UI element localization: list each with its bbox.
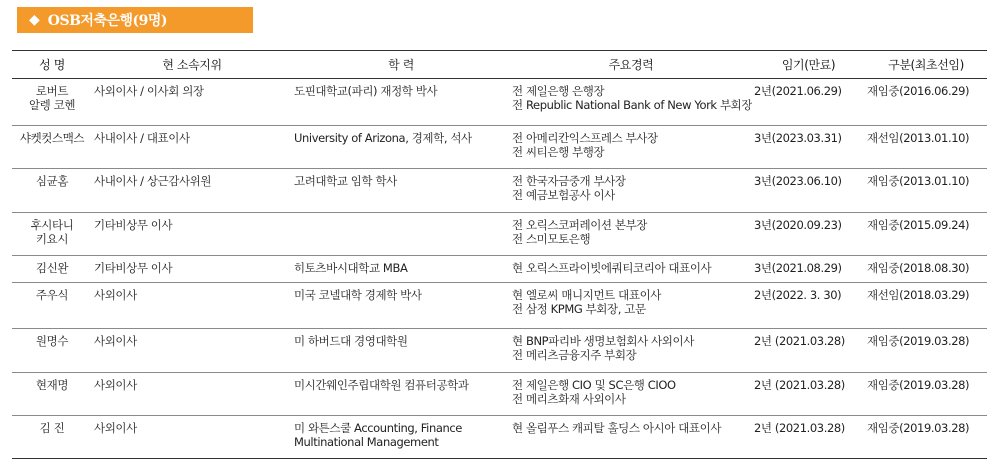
member-career bbox=[510, 256, 752, 283]
member-position: 사외이사 bbox=[92, 373, 292, 416]
member-name bbox=[12, 126, 92, 169]
member-name bbox=[12, 416, 92, 459]
member-type: 재선임(2018.03.29) bbox=[865, 283, 987, 329]
member-name bbox=[12, 373, 92, 416]
education-line: 미 하버드대 경영대학원 bbox=[294, 334, 408, 348]
career-line: 전 오릭스코퍼레이션 본부장 bbox=[512, 218, 648, 232]
member-education bbox=[292, 416, 510, 459]
column-header-education: 학 력 bbox=[292, 51, 510, 79]
member-career bbox=[510, 79, 752, 126]
career-line: 전 메리츠화재 사외이사 bbox=[512, 392, 626, 406]
member-term: 3년(2021.08.29) bbox=[752, 256, 865, 283]
career-line: 전 예금보험공사 이사 bbox=[512, 188, 615, 202]
member-type: 재임중(2013.01.10) bbox=[865, 169, 987, 213]
education-line: 히토츠바시대학교 MBA bbox=[294, 261, 408, 275]
education-line: 미 와튼스쿨 Accounting, Finance bbox=[294, 421, 462, 435]
member-term: 2년(2021.06.29) bbox=[752, 79, 865, 126]
table-header-row bbox=[12, 51, 987, 79]
member-type: 재임중(2019.03.28) bbox=[865, 373, 987, 416]
education-line: 미국 코넬대학 경제학 박사 bbox=[294, 288, 422, 302]
career-line: 현 BNP파리바 생명보험회사 사외이사 bbox=[512, 334, 694, 348]
member-position: 사내이사 / 상근감사위원 bbox=[92, 169, 292, 213]
member-position: 사외이사 bbox=[92, 329, 292, 373]
education-line: 미시간웨인주립대학원 컴퓨터공학과 bbox=[294, 378, 469, 392]
member-career bbox=[510, 169, 752, 213]
table-row bbox=[12, 329, 987, 373]
member-term: 3년(2020.09.23) bbox=[752, 213, 865, 256]
table-row bbox=[12, 79, 987, 126]
member-education bbox=[292, 373, 510, 416]
member-education bbox=[292, 169, 510, 213]
member-career bbox=[510, 416, 752, 459]
member-position: 기타비상무 이사 bbox=[92, 256, 292, 283]
member-name bbox=[12, 329, 92, 373]
career-line: 전 제일은행 은행장 bbox=[512, 84, 605, 98]
member-term: 3년(2023.03.31) bbox=[752, 126, 865, 169]
column-header-type: 구분(최초선임) bbox=[865, 51, 987, 79]
table-row bbox=[12, 373, 987, 416]
member-name bbox=[12, 283, 92, 329]
career-line: 전 제일은행 CIO 및 SC은행 CIOO bbox=[512, 378, 676, 392]
member-education bbox=[292, 213, 510, 256]
education-line: 도핀대학교(파리) 재정학 박사 bbox=[294, 84, 438, 98]
member-term: 2년 (2021.03.28) bbox=[752, 373, 865, 416]
name-line: 로버트 bbox=[35, 84, 69, 98]
name-line: 심균홈 bbox=[35, 174, 69, 188]
education-line: Multinational Management bbox=[294, 435, 439, 449]
section-title-bar bbox=[17, 7, 253, 33]
member-term: 3년(2023.06.10) bbox=[752, 169, 865, 213]
column-header-position: 현 소속지위 bbox=[92, 51, 292, 79]
member-type: 재임중(2019.03.28) bbox=[865, 329, 987, 373]
name-line: 김 진 bbox=[39, 421, 65, 435]
member-career bbox=[510, 213, 752, 256]
member-education bbox=[292, 126, 510, 169]
member-type: 재임중(2018.08.30) bbox=[865, 256, 987, 283]
name-line: 현재명 bbox=[35, 378, 69, 392]
member-position: 사내이사 / 대표이사 bbox=[92, 126, 292, 169]
member-name bbox=[12, 79, 92, 126]
member-type: 재임중(2016.06.29) bbox=[865, 79, 987, 126]
career-line: 전 메리츠금융지주 부회장 bbox=[512, 348, 637, 362]
member-term: 2년 (2021.03.28) bbox=[752, 329, 865, 373]
member-term: 2년(2022. 3. 30) bbox=[752, 283, 865, 329]
table-row bbox=[12, 126, 987, 169]
career-line: 전 Republic National Bank of New York 부회장 bbox=[512, 98, 752, 112]
diamond-icon: ◆ bbox=[29, 12, 40, 28]
member-name bbox=[12, 213, 92, 256]
name-line: 샤켓컷스맥스 bbox=[19, 131, 85, 145]
career-line: 전 스미모토은행 bbox=[512, 232, 591, 246]
column-header-name: 성 명 bbox=[12, 51, 92, 79]
member-position: 사외이사 bbox=[92, 283, 292, 329]
member-career bbox=[510, 283, 752, 329]
member-education bbox=[292, 283, 510, 329]
member-type: 재임중(2019.03.28) bbox=[865, 416, 987, 459]
member-education bbox=[292, 329, 510, 373]
career-line: 전 한국자금중개 부사장 bbox=[512, 174, 626, 188]
career-line: 전 씨티은행 부행장 bbox=[512, 145, 605, 159]
career-line: 전 삼정 KPMG 부회장, 고문 bbox=[512, 302, 646, 316]
name-line: 후시타니 bbox=[30, 218, 74, 232]
table-row bbox=[12, 256, 987, 283]
member-name bbox=[12, 256, 92, 283]
member-name bbox=[12, 169, 92, 213]
member-education bbox=[292, 79, 510, 126]
name-line: 주우식 bbox=[35, 288, 69, 302]
member-career bbox=[510, 329, 752, 373]
member-type: 재임중(2015.09.24) bbox=[865, 213, 987, 256]
member-term: 2년 (2021.03.28) bbox=[752, 416, 865, 459]
table-row bbox=[12, 213, 987, 256]
name-line: 김신완 bbox=[35, 261, 69, 275]
member-position: 사외이사 bbox=[92, 416, 292, 459]
table-row bbox=[12, 416, 987, 459]
member-career bbox=[510, 373, 752, 416]
education-line: University of Arizona, 경제학, 석사 bbox=[294, 131, 472, 145]
member-type: 재선임(2013.01.10) bbox=[865, 126, 987, 169]
career-line: 현 오릭스프라이빗에쿼티코리아 대표이사 bbox=[512, 261, 712, 275]
table-row bbox=[12, 283, 987, 329]
career-line: 현 엘로씨 매니지먼트 대표이사 bbox=[512, 288, 661, 302]
member-position: 기타비상무 이사 bbox=[92, 213, 292, 256]
name-line: 키요시 bbox=[35, 232, 69, 246]
column-header-term: 임기(만료) bbox=[752, 51, 865, 79]
section-title: OSB저축은행(9명) bbox=[47, 13, 168, 29]
table-row bbox=[12, 169, 987, 213]
education-line: 고려대학교 임학 학사 bbox=[294, 174, 397, 188]
board-members-table bbox=[12, 50, 987, 459]
career-line: 현 올림푸스 캐피탈 홀딩스 아시아 대표이사 bbox=[512, 421, 722, 435]
member-career bbox=[510, 126, 752, 169]
column-header-career: 주요경력 bbox=[510, 51, 752, 79]
name-line: 알렝 코헨 bbox=[28, 98, 76, 112]
name-line: 원명수 bbox=[35, 334, 69, 348]
member-education bbox=[292, 256, 510, 283]
member-position: 사외이사 / 이사회 의장 bbox=[92, 79, 292, 126]
career-line: 전 아메리칸익스프레스 부사장 bbox=[512, 131, 658, 145]
